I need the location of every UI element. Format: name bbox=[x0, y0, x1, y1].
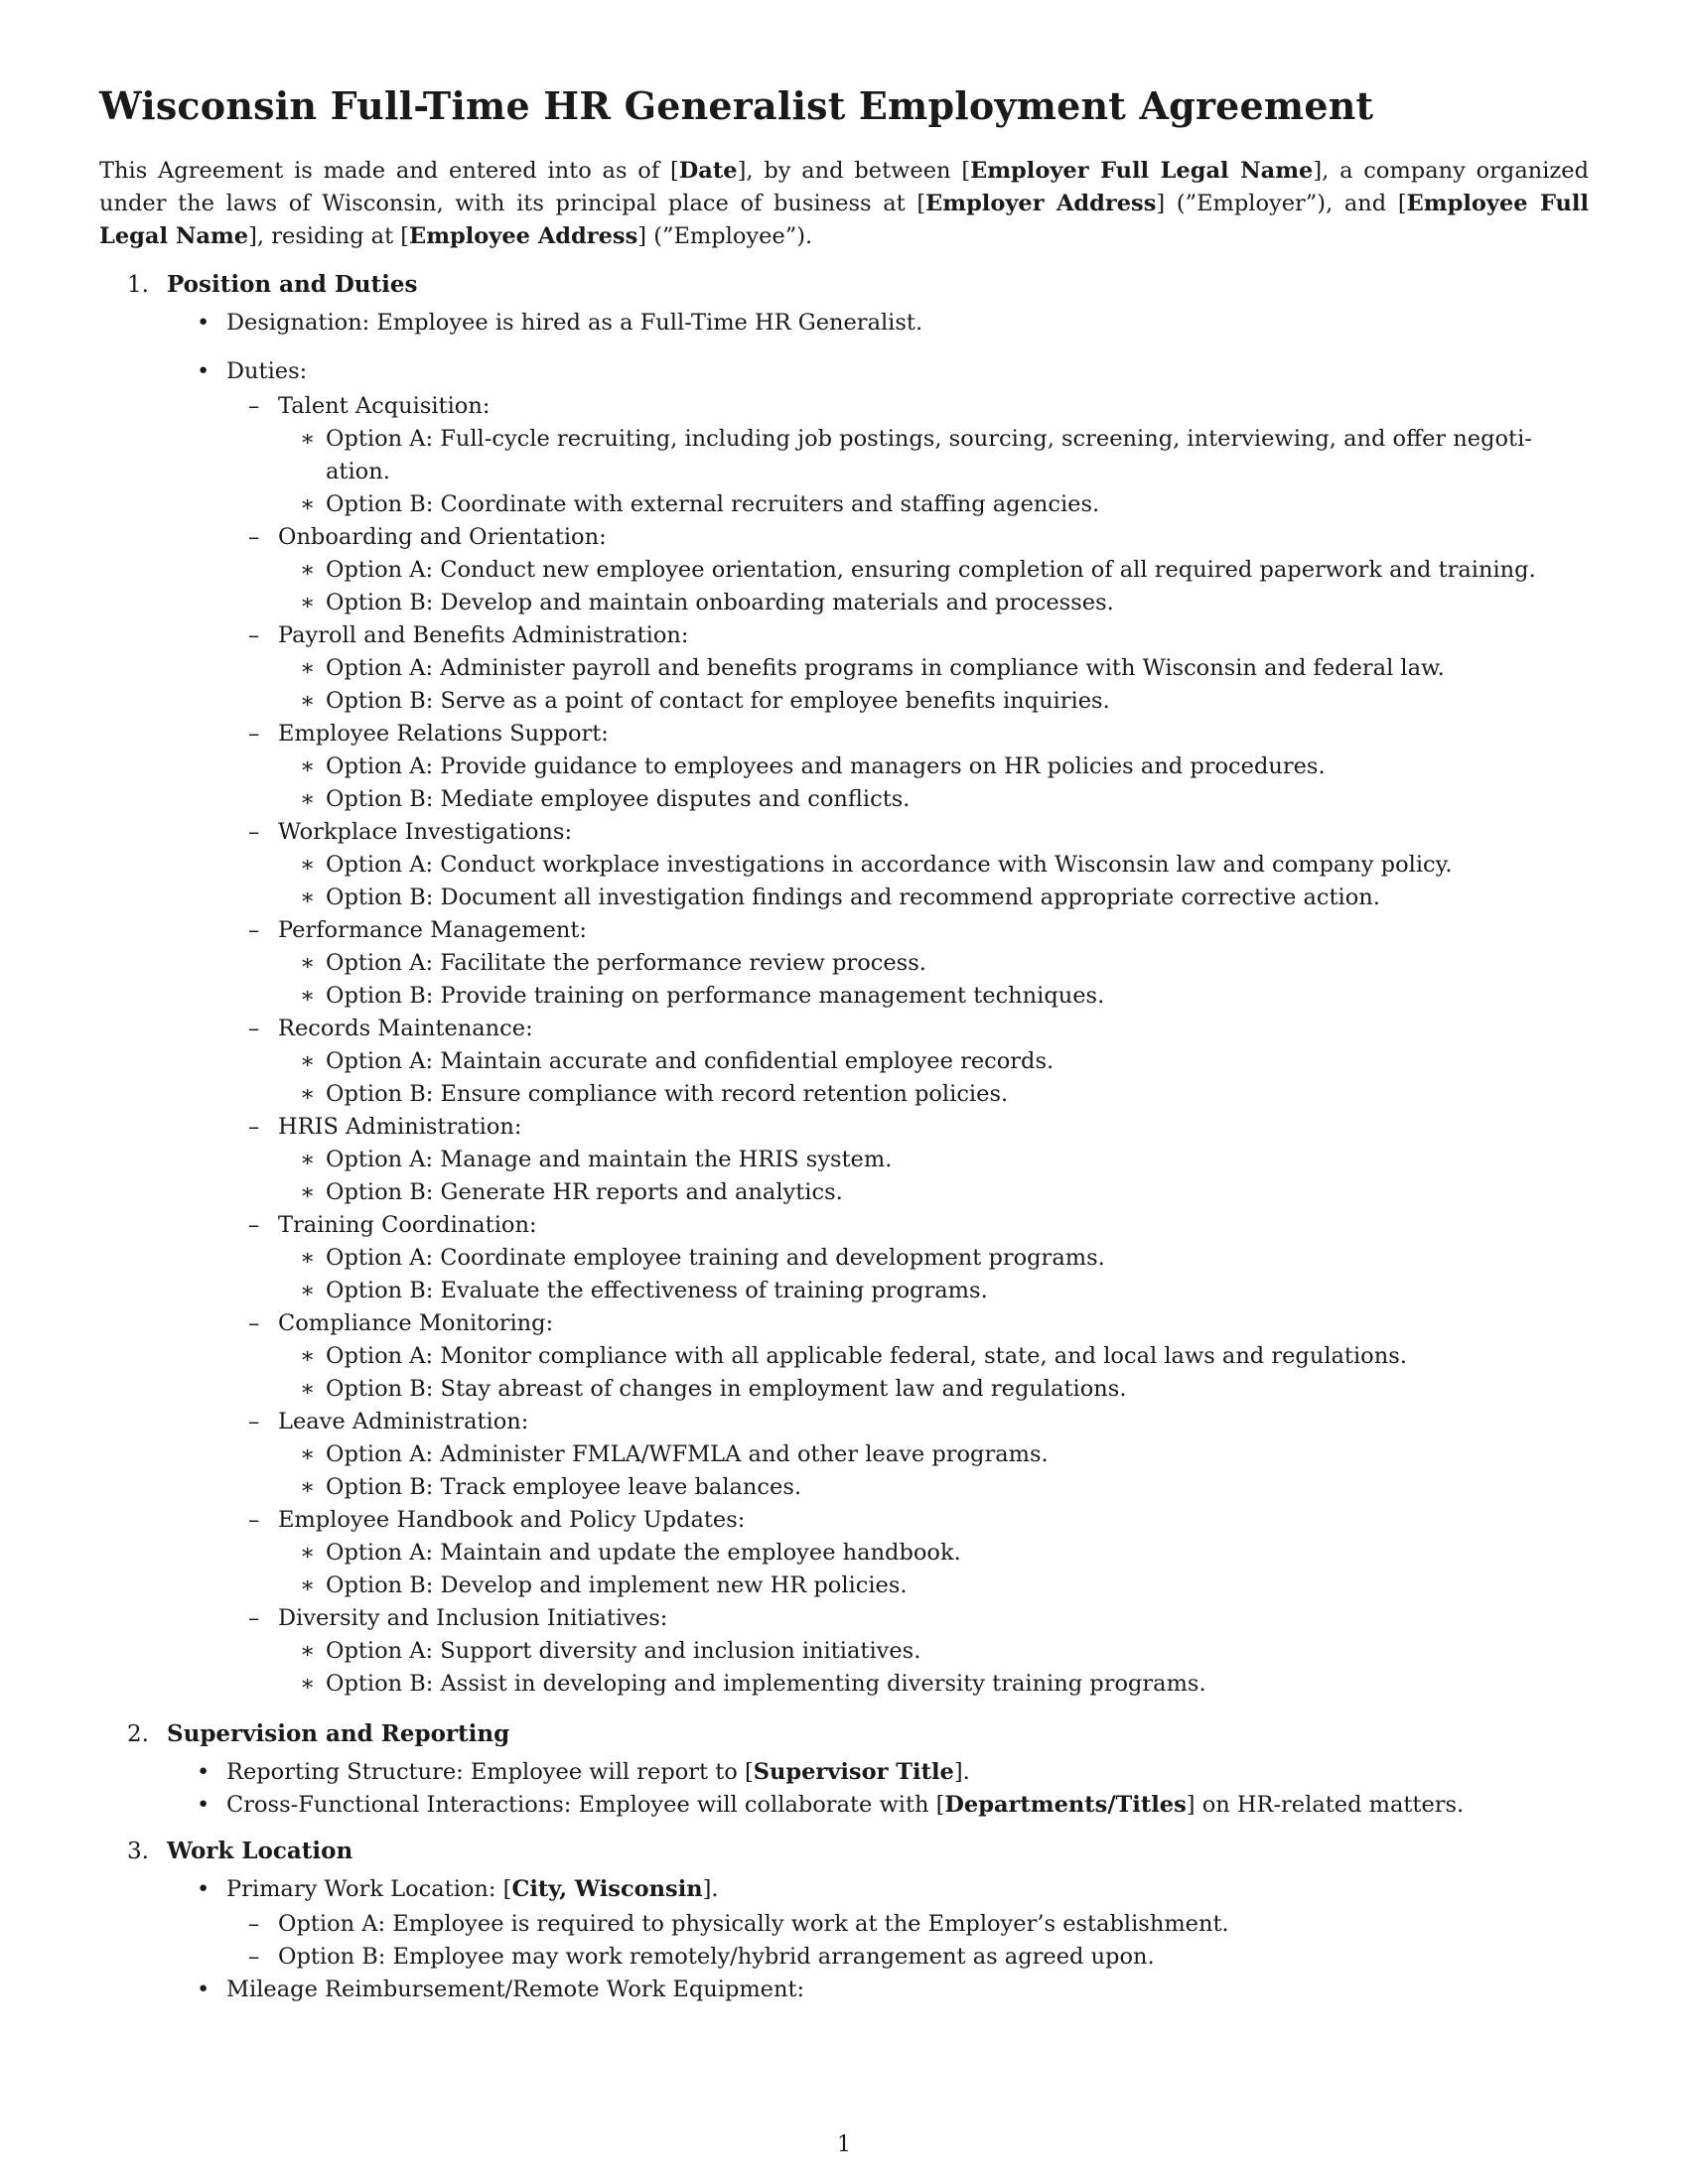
duty-label: Records Maintenance: bbox=[278, 1016, 533, 1041]
option-text: Option B: Mediate employee disputes and conflicts. bbox=[326, 786, 911, 812]
option-text: Option B: Assist in developing and implementing diversity training programs. bbox=[326, 1671, 1206, 1697]
option-text: Option B: Generate HR reports and analytics. bbox=[326, 1179, 843, 1205]
option-text: Option A: Full-cycle recruiting, including job postings, sourcing, screening, interviewing, and offer negoti-ation. bbox=[326, 426, 1532, 484]
list-item bbox=[167, 355, 1589, 1701]
option-text: Option B: Develop and maintain onboarding materials and processes. bbox=[326, 590, 1114, 615]
section-title: Supervision and Reporting bbox=[167, 1720, 510, 1747]
duty-label: Compliance Monitoring: bbox=[278, 1310, 554, 1336]
section-title: Position and Duties bbox=[167, 271, 418, 298]
option-text: Option A: Conduct workplace investigations in accordance with Wisconsin law and company policy. bbox=[326, 852, 1453, 878]
asterisk-icon: ∗ bbox=[300, 1441, 316, 1467]
duty-label: Employee Handbook and Policy Updates: bbox=[278, 1507, 746, 1533]
option-text: Option A: Provide guidance to employees and managers on HR policies and procedures. bbox=[326, 753, 1326, 779]
option-text: Option A: Administer payroll and benefits programs in compliance with Wisconsin and federal law. bbox=[326, 655, 1445, 681]
asterisk-icon: ∗ bbox=[300, 983, 316, 1009]
asterisk-icon: ∗ bbox=[300, 786, 316, 812]
asterisk-icon: ∗ bbox=[300, 1343, 316, 1369]
duty-options bbox=[278, 1144, 1589, 1209]
duty-option-a bbox=[278, 849, 1589, 882]
duty-label: Training Coordination: bbox=[278, 1212, 537, 1238]
departments-placeholder: Departments/Titles bbox=[944, 1792, 1187, 1818]
duty-option-b bbox=[278, 980, 1589, 1013]
asterisk-icon: ∗ bbox=[300, 1179, 316, 1205]
duty-options bbox=[278, 1635, 1589, 1701]
duty-item bbox=[226, 1602, 1589, 1701]
asterisk-icon: ∗ bbox=[300, 590, 316, 615]
option-text: Option B: Evaluate the effectiveness of training programs. bbox=[326, 1278, 988, 1303]
duty-item bbox=[226, 718, 1589, 816]
duty-option-a bbox=[278, 751, 1589, 783]
asterisk-icon: ∗ bbox=[300, 1048, 316, 1074]
duty-option-b bbox=[278, 1570, 1589, 1602]
duty-option-a bbox=[278, 1340, 1589, 1373]
list-item bbox=[167, 1974, 1589, 2006]
duty-item bbox=[226, 816, 1589, 914]
section-list bbox=[167, 307, 1589, 1701]
section-supervision bbox=[99, 1716, 1589, 1822]
duty-label: Workplace Investigations: bbox=[278, 819, 573, 845]
supervisor-placeholder: Supervisor Title bbox=[753, 1759, 954, 1785]
intro-paragraph bbox=[99, 155, 1589, 253]
duty-option-b bbox=[278, 882, 1589, 914]
primary-location-text: Primary Work Location: [ bbox=[226, 1876, 512, 1902]
location-options bbox=[226, 1908, 1589, 1974]
primary-location-text: ]. bbox=[702, 1876, 719, 1902]
asterisk-icon: ∗ bbox=[300, 1376, 316, 1402]
duty-item bbox=[226, 1209, 1589, 1307]
asterisk-icon: ∗ bbox=[300, 1081, 316, 1107]
asterisk-icon: ∗ bbox=[300, 1671, 316, 1697]
asterisk-icon: ∗ bbox=[300, 426, 316, 452]
dash-icon: – bbox=[248, 1507, 260, 1533]
option-b-text: Option B: Employee may work remotely/hybrid arrangement as agreed upon. bbox=[278, 1944, 1155, 1970]
duty-option-b bbox=[278, 1275, 1589, 1307]
asterisk-icon: ∗ bbox=[300, 1147, 316, 1172]
option-text: Option A: Coordinate employee training and development programs. bbox=[326, 1245, 1105, 1271]
page-number: 1 bbox=[837, 2132, 851, 2157]
list-item bbox=[167, 1756, 1589, 1789]
duty-item bbox=[226, 390, 1589, 521]
section-position-duties bbox=[99, 267, 1589, 1701]
dash-icon: – bbox=[248, 524, 260, 550]
intro-text: ] (”Employer”), and [ bbox=[1156, 191, 1407, 216]
duty-option-a bbox=[278, 1438, 1589, 1471]
duty-label: Employee Relations Support: bbox=[278, 721, 609, 747]
duty-label: Talent Acquisition: bbox=[278, 393, 491, 419]
duties-list bbox=[226, 390, 1589, 1701]
option-text: Option B: Coordinate with external recruiters and staffing agencies. bbox=[326, 491, 1100, 517]
designation-text: Designation: Employee is hired as a Full-Time HR Generalist. bbox=[226, 310, 923, 336]
duty-label: Payroll and Benefits Administration: bbox=[278, 622, 689, 648]
duty-label: Leave Administration: bbox=[278, 1409, 529, 1434]
dash-icon: – bbox=[248, 622, 260, 648]
option-text: Option A: Maintain and update the employee handbook. bbox=[326, 1540, 961, 1566]
duty-option-b bbox=[278, 1668, 1589, 1701]
dash-icon: – bbox=[248, 1212, 260, 1238]
option-text: Option A: Manage and maintain the HRIS system. bbox=[326, 1147, 893, 1172]
option-text: Option A: Administer FMLA/WFMLA and other leave programs. bbox=[326, 1441, 1049, 1467]
duty-options bbox=[278, 1537, 1589, 1602]
duty-options bbox=[278, 1340, 1589, 1406]
option-text: Option B: Track employee leave balances. bbox=[326, 1474, 802, 1500]
asterisk-icon: ∗ bbox=[300, 950, 316, 976]
dash-icon: – bbox=[248, 1310, 260, 1336]
intro-text: ], residing at [ bbox=[248, 223, 410, 249]
asterisk-icon: ∗ bbox=[300, 1474, 316, 1500]
asterisk-icon: ∗ bbox=[300, 852, 316, 878]
option-text: Option A: Facilitate the performance review process. bbox=[326, 950, 926, 976]
duty-options bbox=[278, 1045, 1589, 1111]
asterisk-icon: ∗ bbox=[300, 1572, 316, 1598]
bullet-icon: • bbox=[197, 310, 211, 336]
option-text: Option B: Stay abreast of changes in employment law and regulations. bbox=[326, 1376, 1127, 1402]
duties-label: Duties: bbox=[226, 358, 308, 384]
mileage-text: Mileage Reimbursement/Remote Work Equipment: bbox=[226, 1977, 805, 2002]
option-text: Option B: Ensure compliance with record retention policies. bbox=[326, 1081, 1009, 1107]
option-text: Option A: Support diversity and inclusion initiatives. bbox=[326, 1638, 921, 1664]
section-work-location bbox=[99, 1834, 1589, 2006]
option-text: Option B: Provide training on performance management techniques. bbox=[326, 983, 1105, 1009]
dash-icon: – bbox=[248, 1114, 260, 1140]
duty-option-b bbox=[278, 1176, 1589, 1209]
dash-icon: – bbox=[248, 1016, 260, 1041]
dash-icon: – bbox=[248, 393, 260, 419]
intro-text: This Agreement is made and entered into as of [ bbox=[99, 158, 679, 184]
dash-icon: – bbox=[248, 819, 260, 845]
bullet-icon: • bbox=[197, 1759, 211, 1785]
duty-item bbox=[226, 914, 1589, 1013]
duty-options bbox=[278, 652, 1589, 718]
duty-options bbox=[278, 423, 1589, 521]
duty-option-b bbox=[278, 587, 1589, 619]
list-item bbox=[226, 1908, 1589, 1941]
dash-icon: – bbox=[248, 1605, 260, 1631]
duty-options bbox=[278, 849, 1589, 914]
option-a-text: Option A: Employee is required to physically work at the Employer’s establishment. bbox=[278, 1911, 1229, 1937]
duty-option-a bbox=[278, 554, 1589, 587]
option-text: Option A: Maintain accurate and confidential employee records. bbox=[326, 1048, 1055, 1074]
section-number: 2. bbox=[127, 1721, 149, 1747]
intro-text: ] (”Employee”). bbox=[637, 223, 813, 249]
duty-option-a bbox=[278, 1242, 1589, 1275]
option-text: Option B: Document all investigation findings and recommend appropriate corrective action. bbox=[326, 885, 1380, 910]
asterisk-icon: ∗ bbox=[300, 885, 316, 910]
employer-address-placeholder: Employer Address bbox=[925, 191, 1157, 216]
bullet-icon: • bbox=[197, 1977, 211, 2002]
duty-options bbox=[278, 1438, 1589, 1504]
document-title: Wisconsin Full-Time HR Generalist Employment Agreement bbox=[99, 83, 1374, 128]
option-text: Option A: Monitor compliance with all applicable federal, state, and local laws and regulations. bbox=[326, 1343, 1407, 1369]
list-item bbox=[167, 1873, 1589, 1974]
list-item bbox=[226, 1941, 1589, 1974]
document-page bbox=[99, 83, 1589, 2018]
duty-option-b bbox=[278, 1078, 1589, 1111]
cross-functional-text: ] on HR-related matters. bbox=[1186, 1792, 1465, 1818]
duty-options bbox=[278, 554, 1589, 619]
option-text: Option B: Serve as a point of contact for employee benefits inquiries. bbox=[326, 688, 1110, 714]
asterisk-icon: ∗ bbox=[300, 491, 316, 517]
city-placeholder: City, Wisconsin bbox=[511, 1876, 703, 1902]
intro-text: ], by and between [ bbox=[737, 158, 971, 184]
duty-option-b bbox=[278, 685, 1589, 718]
duty-label: HRIS Administration: bbox=[278, 1114, 522, 1140]
dash-icon: – bbox=[248, 1911, 260, 1937]
duty-options bbox=[278, 947, 1589, 1013]
employee-name-placeholder: Employee Full Legal Name bbox=[99, 191, 1589, 249]
section-number: 3. bbox=[127, 1839, 149, 1864]
reporting-text: Reporting Structure: Employee will report to [ bbox=[226, 1759, 754, 1785]
cross-functional-text: Cross-Functional Interactions: Employee will collaborate with [ bbox=[226, 1792, 945, 1818]
duty-option-a bbox=[278, 1045, 1589, 1078]
asterisk-icon: ∗ bbox=[300, 753, 316, 779]
asterisk-icon: ∗ bbox=[300, 1278, 316, 1303]
duty-item bbox=[226, 1307, 1589, 1406]
employer-name-placeholder: Employer Full Legal Name bbox=[970, 158, 1314, 184]
bullet-icon: • bbox=[197, 358, 211, 384]
duty-item bbox=[226, 619, 1589, 718]
section-list bbox=[167, 1873, 1589, 2006]
reporting-text: ]. bbox=[953, 1759, 970, 1785]
duty-option-a bbox=[278, 423, 1589, 488]
duty-item bbox=[226, 1504, 1589, 1602]
duty-options bbox=[278, 751, 1589, 816]
section-number: 1. bbox=[127, 272, 149, 298]
duty-item bbox=[226, 1013, 1589, 1111]
section-title: Work Location bbox=[167, 1838, 353, 1864]
date-placeholder: Date bbox=[678, 158, 738, 184]
option-text: Option B: Develop and implement new HR policies. bbox=[326, 1572, 908, 1598]
asterisk-icon: ∗ bbox=[300, 1245, 316, 1271]
dash-icon: – bbox=[248, 917, 260, 943]
bullet-icon: • bbox=[197, 1792, 211, 1818]
option-text: Option A: Conduct new employee orientation, ensuring completion of all required paperwork and training. bbox=[326, 557, 1536, 583]
duty-option-a bbox=[278, 652, 1589, 685]
duty-item bbox=[226, 521, 1589, 619]
duty-option-a bbox=[278, 1635, 1589, 1668]
duty-item bbox=[226, 1406, 1589, 1504]
section-list bbox=[167, 1756, 1589, 1822]
duty-option-a bbox=[278, 1144, 1589, 1176]
asterisk-icon: ∗ bbox=[300, 688, 316, 714]
duty-option-b bbox=[278, 1373, 1589, 1406]
asterisk-icon: ∗ bbox=[300, 1638, 316, 1664]
asterisk-icon: ∗ bbox=[300, 655, 316, 681]
duty-label: Performance Management: bbox=[278, 917, 587, 943]
employee-address-placeholder: Employee Address bbox=[409, 223, 638, 249]
duty-item bbox=[226, 1111, 1589, 1209]
dash-icon: – bbox=[248, 721, 260, 747]
duty-option-a bbox=[278, 947, 1589, 980]
duty-option-b bbox=[278, 783, 1589, 816]
duty-option-b bbox=[278, 1471, 1589, 1504]
duty-options bbox=[278, 1242, 1589, 1307]
dash-icon: – bbox=[248, 1944, 260, 1970]
intro-text: ], a company organized under the laws of Wisconsin, with its principal place of business at [ bbox=[99, 158, 1589, 216]
bullet-icon: • bbox=[197, 1876, 211, 1902]
asterisk-icon: ∗ bbox=[300, 1540, 316, 1566]
asterisk-icon: ∗ bbox=[300, 557, 316, 583]
duty-label: Diversity and Inclusion Initiatives: bbox=[278, 1605, 668, 1631]
duty-option-a bbox=[278, 1537, 1589, 1570]
duty-option-b bbox=[278, 488, 1589, 521]
list-item bbox=[167, 307, 1589, 340]
list-item bbox=[167, 1789, 1589, 1822]
dash-icon: – bbox=[248, 1409, 260, 1434]
duty-label: Onboarding and Orientation: bbox=[278, 524, 607, 550]
